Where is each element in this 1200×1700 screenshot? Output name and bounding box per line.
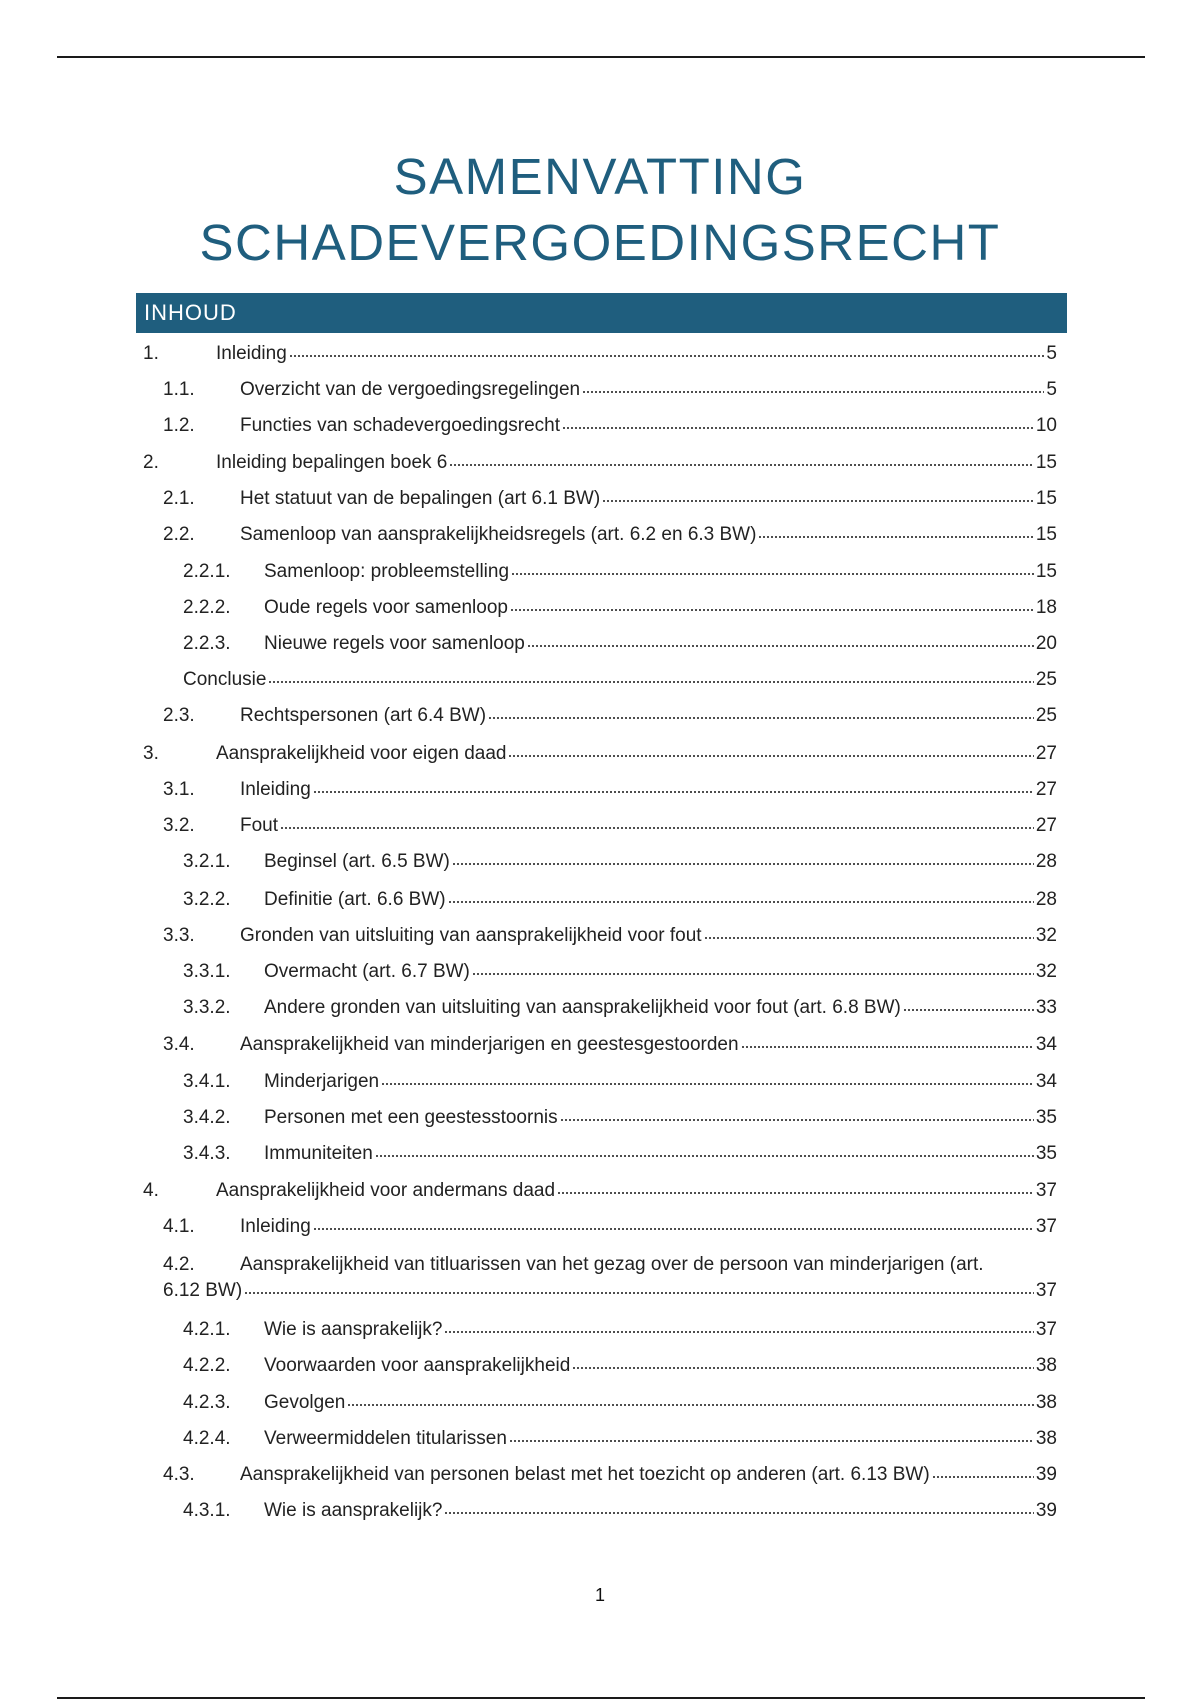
toc-entry-number: 2.2.	[163, 524, 195, 545]
dot-leader	[313, 1225, 1034, 1231]
dot-leader	[704, 934, 1034, 940]
toc-entry-number: 3.3.	[163, 925, 195, 946]
bottom-rule	[57, 1697, 1145, 1699]
toc-entry-label: Nieuwe regels voor samenloop	[264, 633, 525, 654]
toc-entry-label: Voorwaarden voor aansprakelijkheid	[264, 1355, 571, 1376]
toc-entry-page: 39	[1035, 1464, 1057, 1485]
toc-entry-page: 32	[1035, 925, 1057, 946]
toc-entry-page: 10	[1035, 415, 1057, 436]
toc-entry-page: 15	[1035, 524, 1057, 545]
document-title-line2: SCHADEVERGOEDINGSRECHT	[199, 214, 1001, 271]
dot-leader	[758, 533, 1033, 539]
dot-leader	[602, 497, 1034, 503]
toc-entry-label: Minderjarigen	[264, 1071, 380, 1092]
dot-leader	[289, 352, 1045, 358]
toc-entry-label: Overzicht van de vergoedingsregelingen	[240, 379, 581, 400]
toc-entry[interactable]	[183, 669, 1057, 695]
toc-entry-page: 15	[1035, 561, 1057, 582]
toc-entry-number: 4.1.	[163, 1216, 195, 1237]
toc-entry-label: Aansprakelijkheid voor eigen daad	[216, 743, 507, 764]
toc-entry-page: 38	[1035, 1392, 1057, 1413]
dot-leader	[903, 1006, 1034, 1012]
toc-entry[interactable]	[183, 1428, 1057, 1454]
toc-entry-number: 1.	[143, 343, 159, 364]
toc-entry-page: 37	[1035, 1280, 1057, 1301]
toc-entry-label: Samenloop van aansprakelijkheidsregels (art. 6.2 en 6.3 BW)	[240, 524, 757, 545]
toc-entry-label: Functies van schadevergoedingsrecht	[240, 415, 561, 436]
toc-entry[interactable]	[143, 452, 1057, 478]
toc-entry-number: 2.2.2.	[183, 597, 231, 618]
toc-entry[interactable]	[183, 1071, 1057, 1097]
toc-entry-label: Het statuut van de bepalingen (art 6.1 BW)	[240, 488, 601, 509]
toc-entry-label: Definitie (art. 6.6 BW)	[264, 889, 446, 910]
toc-entry[interactable]	[183, 961, 1057, 987]
toc-entry[interactable]	[163, 1464, 1057, 1490]
toc-entry-page: 37	[1035, 1180, 1057, 1201]
toc-entry-label: Aansprakelijkheid van personen belast met het toezicht op anderen (art. 6.13 BW)	[240, 1464, 930, 1485]
toc-entry[interactable]	[163, 524, 1057, 550]
toc-entry-label: Wie is aansprakelijk?	[264, 1500, 443, 1521]
dot-leader	[444, 1509, 1033, 1515]
dot-leader	[527, 642, 1034, 648]
toc-entry-page: 15	[1035, 488, 1057, 509]
dot-leader	[448, 898, 1034, 904]
toc-entry[interactable]	[183, 1500, 1057, 1526]
toc-entry[interactable]	[183, 1355, 1057, 1381]
toc-entry-label: Verweermiddelen titularissen	[264, 1428, 507, 1449]
toc-entry[interactable]	[183, 1319, 1057, 1345]
toc-entry-number: 4.2.	[163, 1254, 195, 1275]
toc-entry-page: 34	[1035, 1034, 1057, 1055]
toc-entry-number: 2.1.	[163, 488, 195, 509]
toc-entry-number: 4.2.4.	[183, 1428, 231, 1449]
toc-entry-page: 37	[1035, 1319, 1057, 1340]
toc-entry[interactable]	[183, 1143, 1057, 1169]
toc-entry-page: 38	[1035, 1428, 1057, 1449]
dot-leader	[268, 678, 1033, 684]
toc-entry-label: Gronden van uitsluiting van aansprakelijkheid voor fout	[240, 925, 702, 946]
toc-entry-label: Conclusie	[183, 669, 267, 690]
toc-entry-page: 18	[1035, 597, 1057, 618]
toc-entry-label: Aansprakelijkheid van titluarissen van het gezag over de persoon van minderjarigen (art.	[240, 1254, 984, 1275]
toc-entry-page: 20	[1035, 633, 1057, 654]
dot-leader	[347, 1401, 1034, 1407]
toc-entry-label: Gevolgen	[264, 1392, 346, 1413]
toc-entry-page: 27	[1035, 743, 1057, 764]
toc-entry-page: 37	[1035, 1216, 1057, 1237]
toc-entry[interactable]	[183, 633, 1057, 659]
toc-entry-label: Overmacht (art. 6.7 BW)	[264, 961, 470, 982]
toc-entry[interactable]	[163, 379, 1057, 405]
toc-entry-page: 35	[1035, 1143, 1057, 1164]
toc-entry-label: Inleiding	[240, 1216, 311, 1237]
toc-entry-page: 28	[1035, 889, 1057, 910]
toc-entry-label: Inleiding	[216, 343, 287, 364]
toc-entry-number: 3.	[143, 743, 159, 764]
toc-entry[interactable]	[183, 1107, 1057, 1133]
toc-entry-number: 2.2.3.	[183, 633, 231, 654]
dot-leader	[313, 788, 1034, 794]
toc-heading: INHOUD	[136, 293, 1067, 333]
toc-entry[interactable]	[183, 597, 1057, 623]
toc-entry-label: Inleiding	[240, 779, 311, 800]
dot-leader	[488, 714, 1034, 720]
toc-entry-number: 3.2.2.	[183, 889, 231, 910]
toc-entry[interactable]	[183, 851, 1057, 877]
toc-entry-label: Rechtspersonen (art 6.4 BW)	[240, 705, 487, 726]
toc-entry-page: 27	[1035, 815, 1057, 836]
toc-entry-page: 5	[1046, 343, 1057, 364]
toc-entry[interactable]	[143, 1180, 1057, 1206]
toc-entry-label: Fout	[240, 815, 279, 836]
dot-leader	[381, 1080, 1034, 1086]
dot-leader	[510, 606, 1034, 612]
dot-leader	[511, 570, 1034, 576]
toc-entry-number: 3.4.3.	[183, 1143, 231, 1164]
toc-entry[interactable]	[183, 997, 1057, 1023]
dot-leader	[741, 1043, 1034, 1049]
toc-entry-label: Inleiding bepalingen boek 6	[216, 452, 448, 473]
document-title-line1: SAMENVATTING	[393, 148, 807, 205]
toc-entry-number: 3.3.2.	[183, 997, 231, 1018]
toc-entry-number: 1.1.	[163, 379, 195, 400]
toc-entry-label: Aansprakelijkheid van minderjarigen en geestesgestoorden	[240, 1034, 739, 1055]
toc-entry-number: 4.3.	[163, 1464, 195, 1485]
toc-entry[interactable]	[163, 1254, 1057, 1306]
dot-leader	[280, 824, 1034, 830]
toc-entry-page: 25	[1035, 705, 1057, 726]
toc-entry[interactable]	[163, 815, 1057, 841]
page-number: 1	[594, 1585, 605, 1605]
toc-entry-page: 34	[1035, 1071, 1057, 1092]
toc-entry[interactable]	[183, 1392, 1057, 1418]
toc-entry[interactable]	[143, 743, 1057, 769]
toc-entry[interactable]	[183, 889, 1057, 915]
toc-entry-number: 3.4.2.	[183, 1107, 231, 1128]
dot-leader	[509, 1437, 1034, 1443]
dot-leader	[452, 860, 1034, 866]
toc-entry-number: 2.3.	[163, 705, 195, 726]
toc-entry-number: 3.2.1.	[183, 851, 231, 872]
dot-leader	[582, 388, 1044, 394]
toc-entry-label: Wie is aansprakelijk?	[264, 1319, 443, 1340]
toc-entry[interactable]	[163, 488, 1057, 514]
toc-entry-page: 35	[1035, 1107, 1057, 1128]
dot-leader	[375, 1152, 1034, 1158]
toc-entry-number: 4.2.1.	[183, 1319, 231, 1340]
toc-entry-label: Immuniteiten	[264, 1143, 373, 1164]
toc-entry-page: 27	[1035, 779, 1057, 800]
toc-entry-page: 39	[1035, 1500, 1057, 1521]
toc-entry-label: Andere gronden van uitsluiting van aansprakelijkheid voor fout (art. 6.8 BW)	[264, 997, 901, 1018]
toc-entry-page: 38	[1035, 1355, 1057, 1376]
toc-entry-label: Beginsel (art. 6.5 BW)	[264, 851, 450, 872]
toc-entry[interactable]	[163, 925, 1057, 951]
toc-entry-number: 4.3.1.	[183, 1500, 231, 1521]
dot-leader	[508, 752, 1033, 758]
toc-entry-number: 1.2.	[163, 415, 195, 436]
dot-leader	[560, 1116, 1034, 1122]
toc-entry-number: 3.4.	[163, 1034, 195, 1055]
dot-leader	[472, 970, 1034, 976]
toc-entry[interactable]	[163, 779, 1057, 805]
dot-leader	[562, 424, 1034, 430]
toc-entry-number: 3.3.1.	[183, 961, 231, 982]
toc-entry-number: 3.2.	[163, 815, 195, 836]
toc-entry-page: 33	[1035, 997, 1057, 1018]
dot-leader	[557, 1189, 1034, 1195]
toc-entry-number: 3.4.1.	[183, 1071, 231, 1092]
toc-entry-number: 4.2.3.	[183, 1392, 231, 1413]
toc-entry-number: 3.1.	[163, 779, 195, 800]
toc-entry-number: 2.2.1.	[183, 561, 231, 582]
toc-entry[interactable]	[163, 1216, 1057, 1242]
dot-leader	[572, 1364, 1034, 1370]
toc-entry[interactable]	[163, 1034, 1057, 1060]
toc-entry-page: 25	[1035, 669, 1057, 690]
toc-entry-label: Aansprakelijkheid voor andermans daad	[216, 1180, 556, 1201]
toc-entry-number: 4.2.2.	[183, 1355, 231, 1376]
dot-leader	[444, 1328, 1033, 1334]
toc-entry[interactable]	[143, 343, 1057, 369]
toc-entry-label: Personen met een geestesstoornis	[264, 1107, 558, 1128]
toc-entry-page: 15	[1035, 452, 1057, 473]
toc-entry-page: 28	[1035, 851, 1057, 872]
toc-entry-label-continued: 6.12 BW)	[163, 1280, 243, 1301]
toc-entry-label: Samenloop: probleemstelling	[264, 561, 510, 582]
toc-entry-page: 32	[1035, 961, 1057, 982]
toc-entry[interactable]	[183, 561, 1057, 587]
dot-leader	[449, 461, 1034, 467]
dot-leader	[244, 1289, 1034, 1295]
toc-entry[interactable]	[163, 705, 1057, 731]
toc-entry-number: 4.	[143, 1180, 159, 1201]
toc-entry-number: 2.	[143, 452, 159, 473]
dot-leader	[932, 1473, 1034, 1479]
toc-entry-label: Oude regels voor samenloop	[264, 597, 508, 618]
toc-entry[interactable]	[163, 415, 1057, 441]
toc-entry-page: 5	[1046, 379, 1057, 400]
